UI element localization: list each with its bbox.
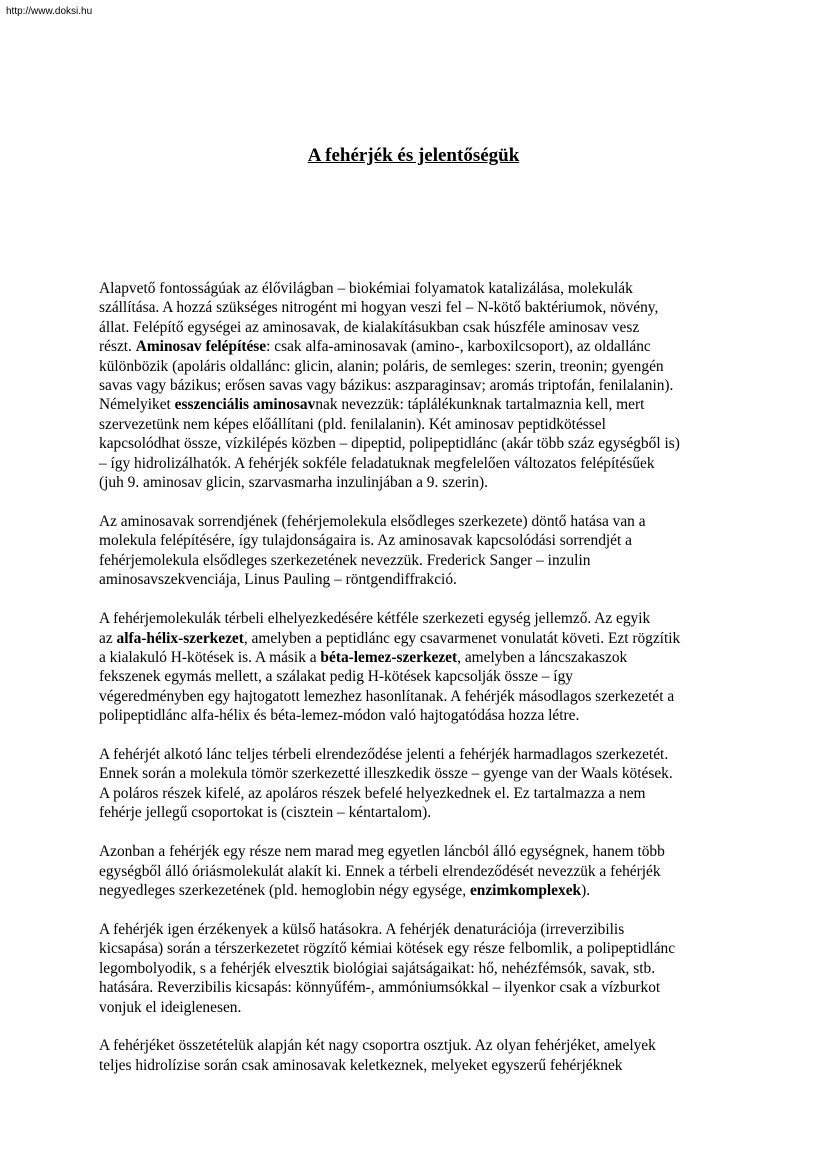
text-run: állat. Felépítő egységei az aminosavak, de kialakításukban csak húszféle aminosav vesz [99,318,640,336]
text-run: negyedleges szerkezetének (pld. hemoglobin négy egysége, [99,881,470,899]
paragraph [99,609,735,725]
text-line [99,745,735,764]
text-run: nak nevezzük: táplálékunknak tartalmaznia kell, mert [315,396,645,414]
text-run: a kialakuló H-kötések is. A másik a [99,648,321,666]
text-line [99,706,735,725]
text-line [99,978,735,997]
text-line [99,1056,735,1075]
text-line [99,376,735,395]
text-line [99,279,735,298]
bold-term: esszenciális aminosav [174,396,316,414]
paragraph [99,745,735,823]
text-run: molekula felépítésére, így tulajdonságaira is. Az aminosavak kapcsolódási sorrendjét a [99,532,632,550]
text-run: A poláros részek kifelé, az apoláros részek befelé helyezkednek el. Ez tartalmazza a nem [99,784,646,802]
text-line [99,939,735,958]
text-line [99,570,735,589]
text-run: az [99,629,117,647]
paragraph [99,279,735,492]
text-run: fehérje jellegű csoportokat is (cisztein – kéntartalom). [99,804,432,822]
text-line [99,434,735,453]
text-run: – így hidrolizálhatók. A fehérjék sokféle feladatuknak megfelelően változatos felépítésűek [99,454,655,472]
text-run: kapcsolódhat össze, vízkilépés közben – dipeptid, polipeptidlánc (akár több száz egységből is) [99,435,680,453]
text-run: egységből álló óriásmolekulát alakít ki. Ennek a térbeli elrendeződését nevezzük a fehérjék [99,862,661,880]
document-body [99,279,735,1095]
text-run: ). [581,881,591,899]
text-run: : csak alfa-aminosavak (amino-, karboxilcsoport), az oldallánc [266,338,651,356]
text-run: Ennek során a molekula tömör szerkezetté illeszkedik össze – gyenge van der Waals kötések. [99,765,673,783]
text-line [99,920,735,939]
text-run: hatására. Reverzibilis kicsapás: könnyűfém-, ammóniumsókkal – ilyenkor csak a vízburkot [99,979,661,997]
bold-term: enzimkomplexek [469,881,582,899]
text-run: teljes hidrolízise során csak aminosavak keletkeznek, melyeket egyszerű fehérjéknek [99,1056,623,1074]
text-line [99,784,735,803]
paragraph [99,1036,735,1075]
text-line [99,415,735,434]
bold-term: Aminosav felépítése [135,338,267,356]
page-title: A fehérjék és jelentőségük [307,145,520,166]
paragraph [99,920,735,1017]
text-line [99,609,735,628]
text-run: legombolyodik, s a fehérjék elvesztik biológiai sajátságaikat: hő, nehézfémsók, savak, stb. [99,959,656,977]
text-line [99,803,735,822]
text-line [99,473,735,492]
text-run: Azonban a fehérjék egy része nem marad meg egyetlen láncból álló egységnek, hanem több [99,843,665,861]
text-line [99,337,735,356]
text-line [99,648,735,667]
text-run: A fehérjéket összetételük alapján két nagy csoportra osztjuk. Az olyan fehérjéket, amelyek [99,1037,656,1055]
text-line [99,512,735,531]
text-run: kicsapása) során a térszerkezetet rögzítő kémiai kötések egy része felbomlik, a polipeptidlánc [99,940,676,958]
text-line [99,862,735,881]
text-run: A fehérjék igen érzékenyek a külső hatásokra. A fehérjék denaturációja (irreverzibilis [99,920,625,938]
text-line [99,998,735,1017]
text-line [99,629,735,648]
text-run: különbözik (apoláris oldallánc: glicin, alanin; poláris, de semleges: szerin, treonin; gyengén [99,357,664,375]
text-run: A fehérjemolekulák térbeli elhelyezkedésére kétféle szerkezeti egység jellemző. Az egyik [99,610,651,628]
text-line [99,764,735,783]
text-line [99,667,735,686]
text-line [99,551,735,570]
text-run: szervezetünk nem képes előállítani (pld. fenilalanin). Két aminosav peptidkötéssel [99,415,606,433]
text-line [99,1036,735,1055]
text-run: Alapvető fontosságúak az élővilágban – biokémiai folyamatok katalizálása, molekulák [99,280,633,297]
text-run: végeredményben egy hajtogatott lemezhez hasonlítanak. A fehérjék másodlagos szerkezetét a [99,687,675,705]
text-run: , amelyben a peptidlánc egy csavarmenet vonulatát követi. Ezt rögzítik [243,629,681,647]
text-run: Némelyiket [99,396,175,414]
text-line [99,531,735,550]
text-line [99,881,735,900]
text-line [99,842,735,861]
paragraph [99,512,735,590]
text-run: Az aminosavak sorrendjének (fehérjemolekula elsődleges szerkezete) döntő hatása van a [99,512,646,530]
text-run: fehérjemolekula elsődleges szerkezetének nevezzük. Frederick Sanger – inzulin [99,551,591,569]
text-run: savas vagy bázikus; erősen savas vagy bázikus: aszparaginsav; aromás triptofán, fenilalanin). [99,377,674,395]
bold-term: alfa-hélix-szerkezet [116,629,244,647]
text-run: polipeptidlánc alfa-hélix és béta-lemez-módon való hajtogatódása hozza létre. [99,707,580,725]
text-run: (juh 9. aminosav glicin, szarvasmarha inzulinjában a 9. szerin). [99,474,488,492]
text-line [99,298,735,317]
text-run: vonjuk el ideiglenesen. [99,998,242,1016]
text-line [99,318,735,337]
text-line [99,357,735,376]
source-url: http://www.doksi.hu [6,6,93,17]
text-run: fekszenek egymás mellett, a szálakat pedig H-kötések kapcsolják össze – így [99,668,573,686]
text-line [99,687,735,706]
text-run: , amelyben a láncszakaszok [457,648,628,666]
text-run: részt. [99,338,136,356]
text-run: szállítása. A hozzá szükséges nitrogént mi hogyan veszi fel – N-kötő baktériumok, növény, [99,299,659,317]
paragraph [99,842,735,900]
text-run: A fehérjét alkotó lánc teljes térbeli elrendeződése jelenti a fehérjék harmadlagos szerkezetét. [99,746,669,764]
text-run: aminosavszekvenciája, Linus Pauling – röntgendiffrakció. [99,571,457,589]
bold-term: béta-lemez-szerkezet [320,648,458,666]
text-line [99,959,735,978]
text-line [99,395,735,414]
text-line [99,454,735,473]
